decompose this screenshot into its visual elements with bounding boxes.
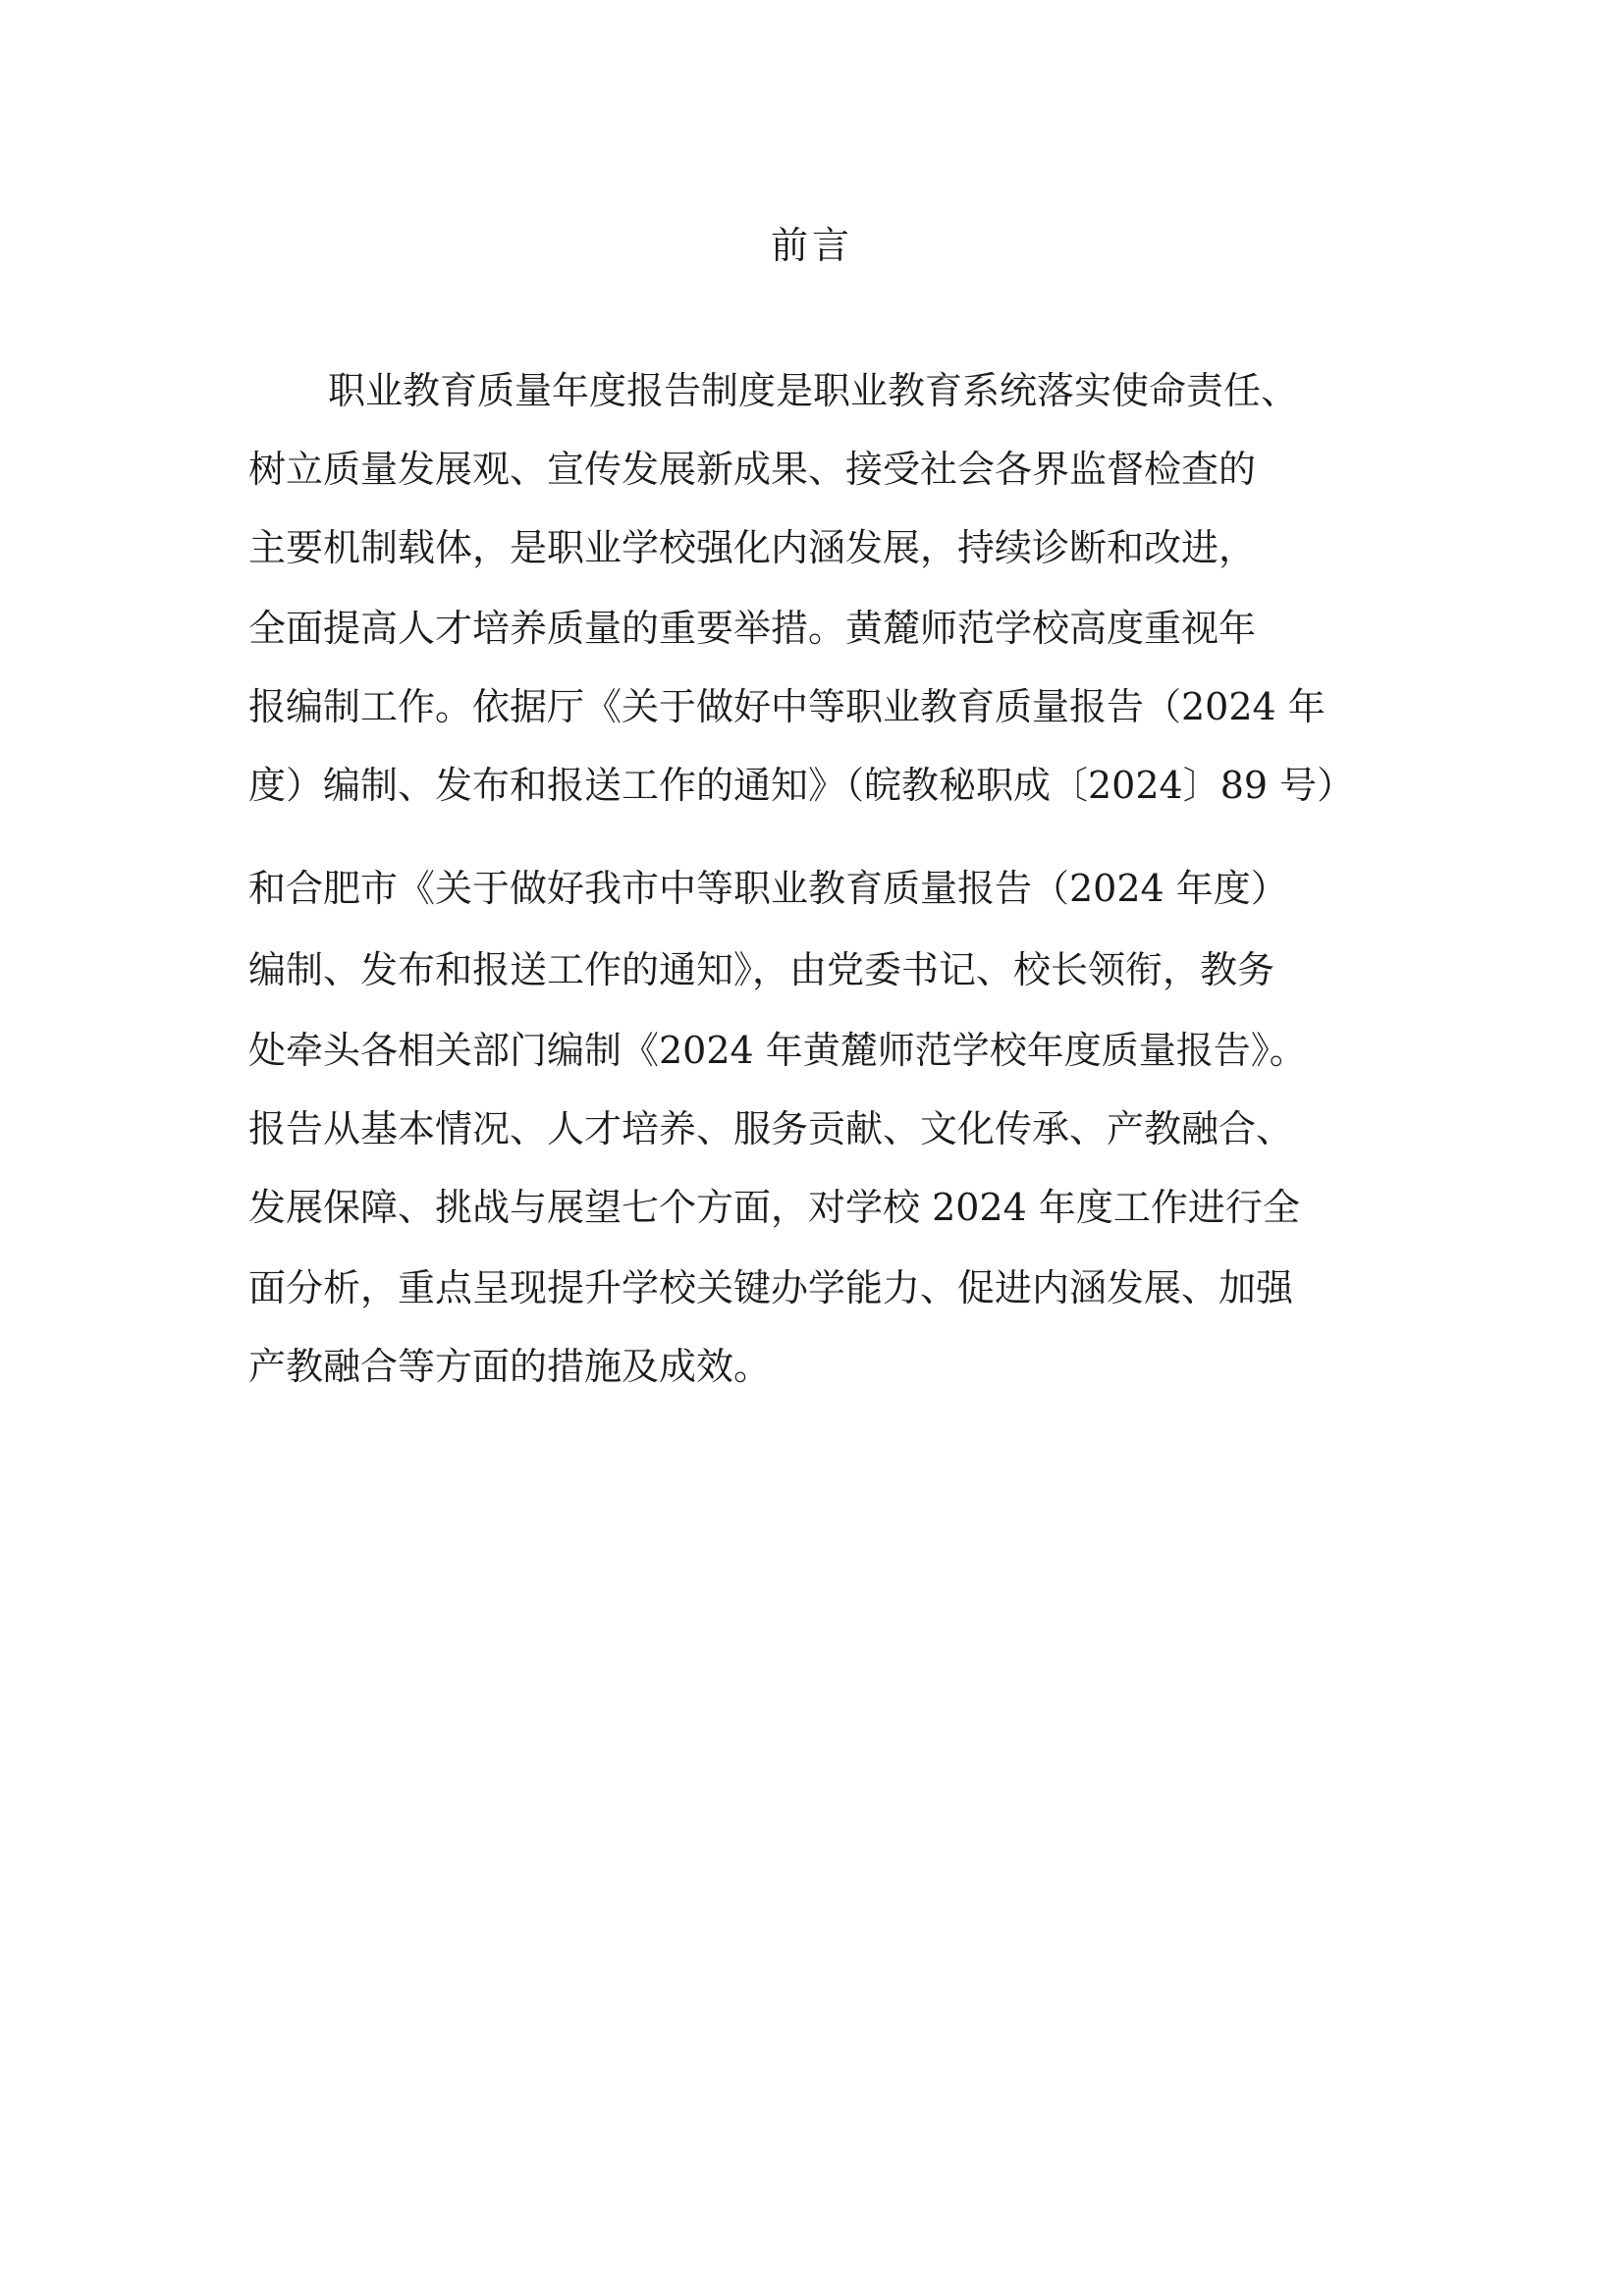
text-line-7: 和合肥市《关于做好我市中等职业教育质量报告（2024 年度） [248, 867, 1288, 910]
text-line-6: 度）编制、发布和报送工作的通知》（皖教秘职成〔2024〕89 号） [248, 764, 1355, 807]
text-line-8: 编制、发布和报送工作的通知》，由党委书记、校长领衔，教务 [248, 948, 1275, 991]
text-line-12: 面分析，重点呈现提升学校关键办学能力、促进内涵发展、加强 [248, 1266, 1294, 1309]
text-line-5: 报编制工作。依据厅《关于做好中等职业教育质量报告（2024 年 [248, 685, 1326, 728]
text-line-2: 树立质量发展观、宣传发展新成果、接受社会各界监督检查的 [248, 448, 1257, 491]
text-line-1: 职业教育质量年度报告制度是职业教育系统落实使命责任、 [328, 369, 1299, 412]
page-title: 前言 [770, 224, 853, 267]
text-line-11: 发展保障、挑战与展望七个方面，对学校 2024 年度工作进行全 [248, 1186, 1300, 1229]
text-line-3: 主要机制载体，是职业学校强化内涵发展，持续诊断和改进， [248, 526, 1257, 569]
text-line-9: 处牵头各相关部门编制《2024 年黄麓师范学校年度质量报告》。 [248, 1029, 1307, 1072]
text-line-13: 产教融合等方面的措施及成效。 [248, 1345, 772, 1388]
text-line-10: 报告从基本情况、人才培养、服务贡献、文化传承、产教融合、 [248, 1107, 1294, 1150]
text-line-4: 全面提高人才培养质量的重要举措。黄麓师范学校高度重视年 [248, 607, 1257, 650]
